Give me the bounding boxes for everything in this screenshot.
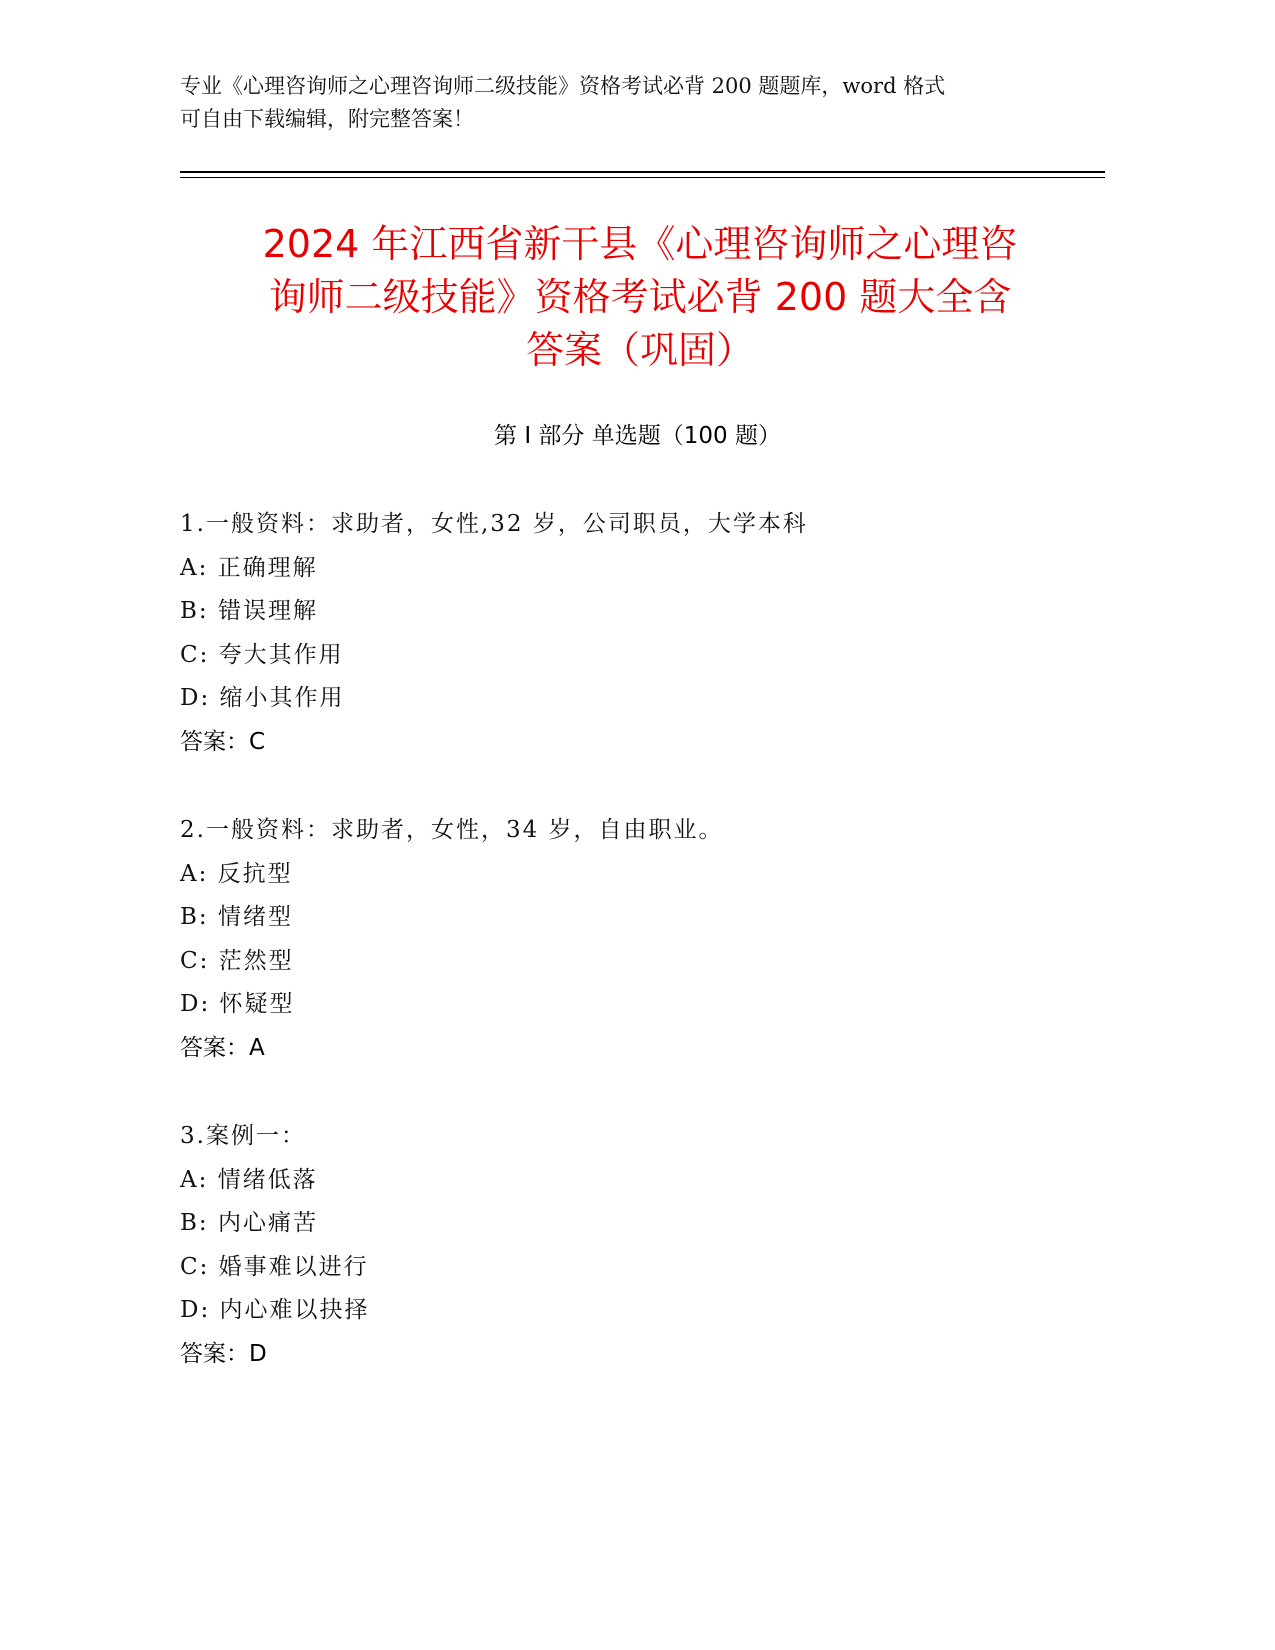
question-stem: 2.一般资料：求助者，女性，34 岁，自由职业。 — [180, 817, 724, 843]
question-list — [180, 503, 1120, 1421]
option-d: D: 内心难以抉择 — [180, 1297, 370, 1323]
answer: 答案：D — [180, 1340, 267, 1367]
answer: 答案：C — [180, 728, 266, 755]
option-c: C: 茫然型 — [180, 947, 294, 974]
answer: 答案：A — [180, 1034, 265, 1061]
option-b: B: 内心痛苦 — [180, 1210, 318, 1236]
option-a: A: 反抗型 — [180, 860, 293, 887]
option-d: D: 怀疑型 — [180, 991, 295, 1017]
header-note-line-1: 专业《心理咨询师之心理咨询师二级技能》资格考试必背 200 题题库，word 格式 — [180, 74, 946, 98]
section-heading: 第 I 部分 单选题（100 题） — [494, 423, 781, 449]
option-b: B: 情绪型 — [180, 904, 293, 930]
question-1 — [180, 503, 1120, 764]
option-a: A: 正确理解 — [180, 554, 318, 581]
document-title-line-1: 2024 年江西省新干县《心理咨询师之心理咨 — [262, 222, 1018, 266]
header-note-line-2: 可自由下载编辑，附完整答案！ — [180, 107, 474, 131]
document-title-line-2: 询师二级技能》资格考试必背 200 题大全含 — [268, 275, 1012, 319]
option-a: A: 情绪低落 — [180, 1166, 318, 1193]
option-b: B: 错误理解 — [180, 598, 318, 624]
option-d: D: 缩小其作用 — [180, 685, 345, 711]
document-header-note — [180, 70, 1040, 136]
question-stem: 3.案例一： — [180, 1123, 306, 1149]
option-c: C: 婚事难以进行 — [180, 1253, 369, 1280]
document-title-line-3: 答案（巩固） — [525, 328, 754, 372]
option-c: C: 夸大其作用 — [180, 641, 344, 668]
question-3 — [180, 1115, 1120, 1376]
header-divider-thick — [180, 171, 1105, 173]
document-title — [160, 218, 1120, 377]
question-2 — [180, 809, 1120, 1070]
question-stem: 1.一般资料：求助者，女性,32 岁，公司职员，大学本科 — [180, 511, 808, 537]
header-divider-thin — [180, 177, 1105, 178]
